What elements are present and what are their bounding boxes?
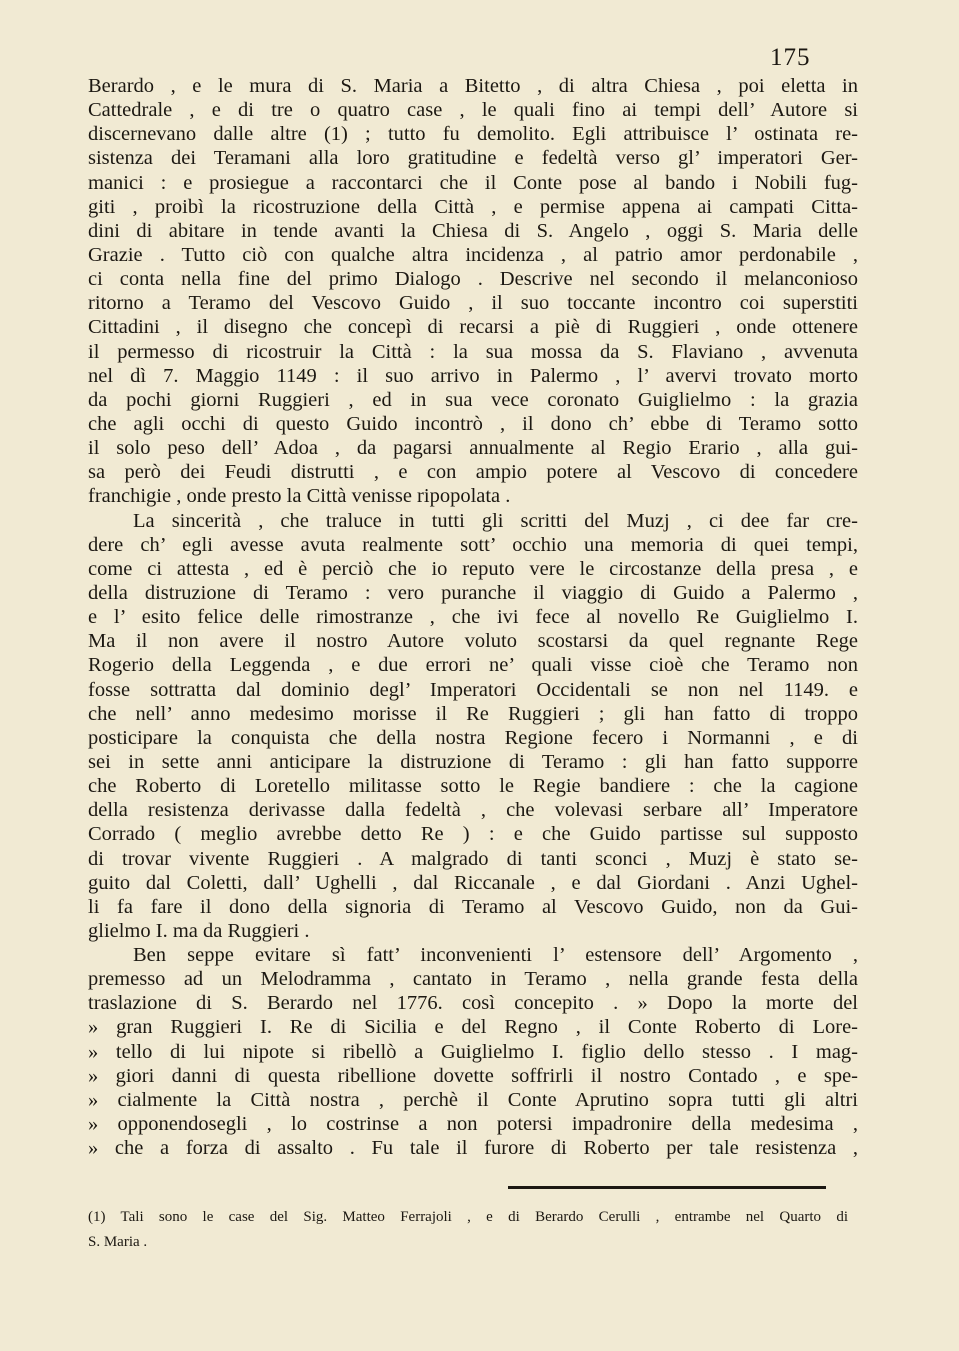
text-line: li fa fare il dono della signoria di Teramo al Vescovo Guido, non da Gui- bbox=[88, 895, 858, 918]
text-line: » giori danni di questa ribellione dovette soffrirli il nostro Contado , e spe- bbox=[88, 1064, 858, 1087]
footnote-line: S. Maria . bbox=[88, 1234, 148, 1250]
text-line: traslazione di S. Berardo nel 1776. così concepito . » Dopo la morte del bbox=[88, 992, 858, 1015]
text-line: che Roberto di Loretello militasse sotto le Regie bandiere : che la cagione bbox=[88, 775, 858, 798]
text-line: » cialmente la Città nostra , perchè il Conte Aprutino sopra tutti gli altri bbox=[88, 1088, 858, 1111]
body-text bbox=[88, 74, 858, 1160]
text-line: manici : e prosiegue a raccontarci che il Conte pose al bando i Nobili fug- bbox=[88, 171, 858, 194]
text-line: guito dal Coletti, dall’ Ughelli , dal Riccanale , e dal Giordani . Anzi Ughel- bbox=[88, 871, 858, 894]
text-line: dere ch’ egli avesse avuta realmente sott’ occhio una memoria di quei tempi, bbox=[88, 533, 858, 556]
text-line: e l’ esito felice delle rimostranze , che ivi fece al novello Re Guiglielmo I. bbox=[88, 606, 858, 629]
text-line: discernevano dalle altre (1) ; tutto fu demolito. Egli attribuisce l’ ostinata re- bbox=[88, 123, 858, 146]
text-line: il solo peso dell’ Adoa , da pagarsi annualmente al Regio Erario , alla gui- bbox=[88, 437, 858, 460]
text-line: Berardo , e le mura di S. Maria a Bitetto , di altra Chiesa , poi eletta in bbox=[88, 75, 858, 97]
text-line: Grazie . Tutto ciò con qualche altra incidenza , al patrio amor perdonabile , bbox=[88, 243, 858, 266]
footnote-rule bbox=[508, 1186, 826, 1189]
text-line: di trovar vivente Ruggieri . A malgrado di tanti sconci , Muzj è stato se- bbox=[88, 847, 858, 870]
footnote-line: (1) Tali sono le case del Sig. Matteo Ferrajoli , e di Berardo Cerulli , entrambe nel Quarto di bbox=[88, 1209, 848, 1225]
text-line: da pochi giorni Ruggieri , ed in sua vece coronato Guiglielmo : la grazia bbox=[88, 388, 858, 411]
text-line: che agli occhi di questo Guido incontrò , il dono ch’ ebbe di Teramo sotto bbox=[88, 412, 858, 435]
text-line: nel dì 7. Maggio 1149 : il suo arrivo in Palermo , l’ avervi trovato morto bbox=[88, 364, 858, 387]
text-line: posticipare la conquista che della nostra Regione fecero i Normanni , e di bbox=[88, 726, 858, 749]
text-line: come ci attesta , ed è perciò che io reputo vere le circostanze della presa , e bbox=[88, 557, 858, 580]
page-number: 175 bbox=[770, 44, 811, 71]
text-line: Ben seppe evitare sì fatt’ inconvenienti l’ estensore dell’ Argomento , bbox=[133, 944, 858, 967]
text-line: Ma il non avere il nostro Autore voluto scostarsi da quel regnante Rege bbox=[88, 630, 858, 653]
text-line: La sincerità , che traluce in tutti gli scritti del Muzj , ci dee far cre- bbox=[133, 509, 858, 532]
text-line: » che a forza di assalto . Fu tale il furore di Roberto per tale resistenza , bbox=[88, 1137, 858, 1160]
text-line: franchigie , onde presto la Città venisse ripopolata . bbox=[88, 485, 511, 508]
text-line: della resistenza derivasse dalla fedeltà , che volevasi serbare all’ Imperatore bbox=[88, 799, 858, 822]
text-line: giti , proibì la ricostruzione della Città , e permise appena ai campati Citta- bbox=[88, 195, 858, 218]
text-line: ci conta nella fine del primo Dialogo . Descrive nel secondo il melanconioso bbox=[88, 268, 858, 291]
text-line: sistenza dei Teramani alla loro gratitudine e fedeltà verso gl’ imperatori Ger- bbox=[88, 147, 858, 170]
footnote bbox=[88, 1205, 848, 1255]
text-line: » gran Ruggieri I. Re di Sicilia e del Regno , il Conte Roberto di Lore- bbox=[88, 1016, 858, 1039]
text-line: fosse sottratta dal dominio degl’ Imperatori Occidentali se non nel 1149. e bbox=[88, 678, 858, 701]
text-line: glielmo I. ma da Ruggieri . bbox=[88, 919, 310, 942]
text-line: Corrado ( meglio avrebbe detto Re ) : e che Guido partisse sul supposto bbox=[88, 823, 858, 846]
text-line: Cittadini , il disegno che concepì di recarsi a piè di Ruggieri , onde ottenere bbox=[88, 316, 858, 339]
text-line: premesso ad un Melodramma , cantato in Teramo , nella grande festa della bbox=[88, 968, 858, 991]
text-line: » tello di lui nipote si ribellò a Guiglielmo I. figlio dello stesso . I mag- bbox=[88, 1040, 858, 1063]
text-line: il permesso di ricostruir la Città : la sua mossa da S. Flaviano , avvenuta bbox=[88, 340, 858, 363]
text-line: che nell’ anno medesimo morisse il Re Ruggieri ; gli han fatto di troppo bbox=[88, 702, 858, 725]
text-line: Rogerio della Leggenda , e due errori ne’ quali visse cioè che Teramo non bbox=[88, 654, 858, 677]
text-line: dini di abitare in tende avanti la Chiesa di S. Angelo , oggi S. Maria delle bbox=[88, 219, 858, 242]
text-line: ritorno a Teramo del Vescovo Guido , il suo toccante incontro coi superstiti bbox=[88, 292, 858, 315]
text-line: sei in sette anni anticipare la distruzione di Teramo : gli han fatto supporre bbox=[88, 750, 858, 773]
text-line: sa però dei Feudi distrutti , e con ampio potere al Vescovo di concedere bbox=[88, 461, 858, 484]
text-line: » opponendosegli , lo costrinse a non potersi impadronire della medesima , bbox=[88, 1113, 858, 1136]
text-line: Cattedrale , e di tre o quatro case , le quali fino ai tempi dell’ Autore si bbox=[88, 99, 858, 122]
text-line: della distruzione di Teramo : vero puranche il viaggio di Guido a Palermo , bbox=[88, 581, 858, 604]
